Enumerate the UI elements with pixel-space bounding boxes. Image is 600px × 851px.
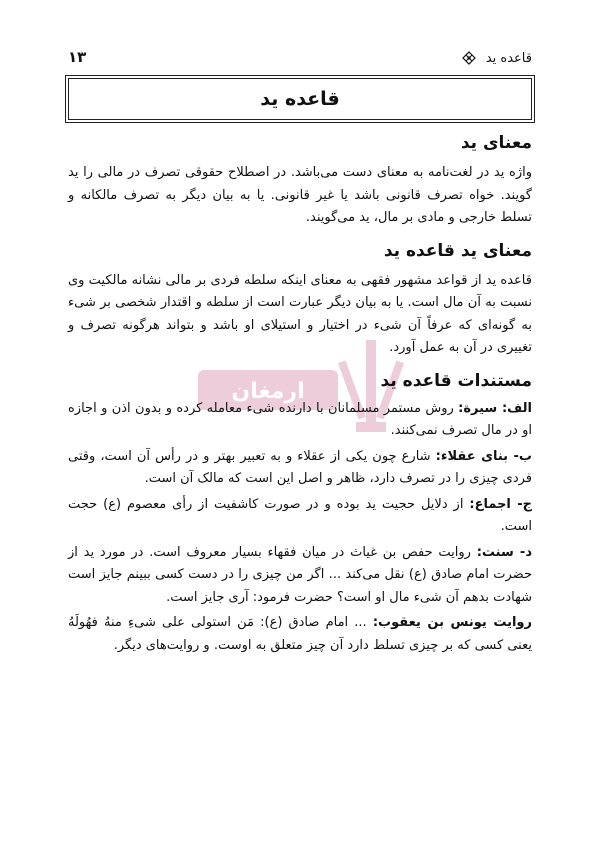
page-body xyxy=(68,128,532,660)
running-header xyxy=(68,46,532,70)
source-item-ijma xyxy=(68,494,532,539)
item-label: د- سنت: xyxy=(476,544,533,560)
item-label: الف: سیرة: xyxy=(458,400,532,416)
watermark-text: ارمغان xyxy=(231,379,305,404)
source-item-yunus xyxy=(68,612,532,657)
item-label: ب- بنای عقلاء: xyxy=(435,448,532,464)
section-paragraph-rule-meaning: قاعده ید از قواعد مشهور فقهی به معنای اینکه سلطه فردی بر مالی نشانه مالکیت وی نسبت به آن مال است. یا به بیان دیگر عبارت است از سلطه و اقتدار شخصی بر شیء به گونه‌ای که عرفاً آن شیء در اختیار و استیلای او باشد و بتواند هرگونه تصرف و تغییری در آن به عمل آورد. xyxy=(68,272,532,355)
item-text: روایت حفص بن غیاث در میان فقهاء بسیار معروف است. در مورد ید از حضرت امام صادق (ع) نقل می‌کند ... اگر من چیزی را در دست کسی ببینم جایز است شهادت بدهم آن شیء مال او است؟ حضرت فرمود: آری جایز است. xyxy=(68,544,532,605)
page-number: ۱۳ xyxy=(68,48,87,66)
chapter-title-box xyxy=(68,78,532,120)
section-heading-meaning: معنای ید xyxy=(460,133,532,153)
item-text: روش مستمر مسلمانان با دارنده شیء معامله کرده و بدون اذن و اجازه او در مال تصرف نمی‌کنند. xyxy=(68,400,532,438)
item-text: شارع چون یکی از عقلاء و به تعبیر بهتر و در رأس آن است، وقتی فردی چیزی را در تصرف دارد، ظاهر و اصل این است که مالک آن است. xyxy=(68,448,532,486)
section-heading-sources: مستندات قاعده ید xyxy=(380,370,532,391)
source-item-uqala xyxy=(68,446,532,491)
item-text: ... امام صادق (ع): مَن استولی علی شیءِ منهُ فهُولَهُ یعنی کسی که بر چیزی تسلط دارد آن چیز متعلق به اوست. و روایت‌های دیگر. xyxy=(68,615,532,653)
source-item-sira xyxy=(68,398,532,443)
item-label: ج- اجماع: xyxy=(469,496,532,512)
item-text: از دلایل حجیت ید بوده و در صورت کاشفیت از رأی معصوم (ع) حجت است. xyxy=(68,496,532,534)
item-label: روایت یونس بن یعقوب: xyxy=(372,615,532,630)
diamond-knot-icon xyxy=(462,51,476,65)
section-heading-rule-meaning: معنای ید قاعده ید xyxy=(383,240,532,261)
source-item-sunnat xyxy=(68,542,532,610)
running-title: قاعده ید xyxy=(485,50,532,66)
chapter-title: قاعده ید xyxy=(260,88,340,110)
section-paragraph-meaning: واژه ید در لغت‌نامه به معنای دست می‌باشد. در اصطلاح حقوقی تصرف در مالی را ید گویند. خواه تصرف قانونی باشد یا غیر قانونی. یا به بیان دیگر به تصرف مالکانه و تسلط خارجی و مادی بر مال، ید می‌گویند. xyxy=(68,165,532,225)
